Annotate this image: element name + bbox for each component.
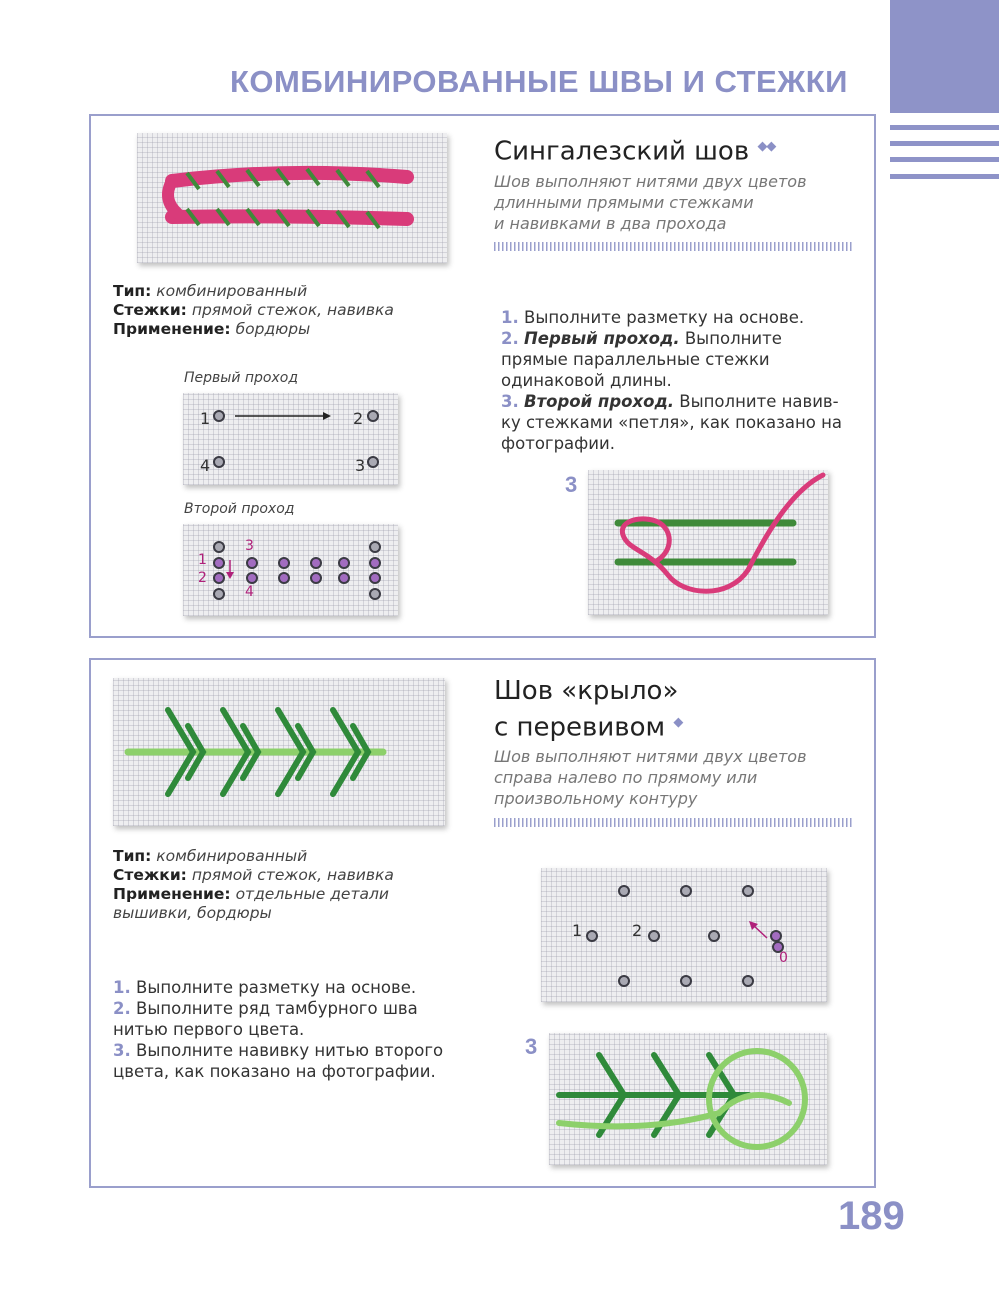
difficulty-icon: ◆◆ — [757, 139, 776, 154]
point-dot — [310, 557, 322, 569]
diagram-second-pass — [183, 524, 398, 616]
point-label: 0 — [779, 950, 788, 966]
point-label: 1 — [572, 921, 583, 940]
page-number: 189 — [838, 1194, 905, 1238]
type-value: комбинированный — [156, 282, 308, 300]
point-dot — [213, 541, 225, 553]
stitches-label: Стежки: — [113, 301, 187, 319]
section1-title-text: Сингалезский шов — [494, 136, 750, 167]
point-dot — [246, 572, 258, 584]
embroidery-sample — [549, 1033, 827, 1165]
stitches-value: прямой стежок, навивка — [191, 866, 394, 884]
point-dot — [213, 572, 225, 584]
section1-meta — [113, 282, 453, 339]
point-label: 4 — [200, 456, 211, 475]
arrow-up-left-icon — [747, 920, 771, 942]
step-item — [113, 977, 458, 998]
photo-wing-step3 — [549, 1033, 827, 1165]
usage-value: отдельные детали — [235, 885, 389, 903]
accent-stripe — [890, 174, 999, 179]
lead-line: Шов выполняют нитями двух цветов — [494, 747, 807, 766]
photo-wing-finished — [113, 678, 445, 826]
point-dot — [310, 572, 322, 584]
step-item — [501, 307, 851, 328]
step-text: Выполните прямые параллельные стежки одинаковой длины. — [501, 329, 782, 390]
point-dot — [369, 557, 381, 569]
section2-steps — [113, 977, 458, 1082]
lead-line: Шов выполняют нитями двух цветов — [494, 172, 807, 191]
lead-line: длинными прямыми стежками — [494, 193, 754, 212]
embroidery-sample — [588, 470, 828, 615]
point-dot — [369, 572, 381, 584]
point-dot — [618, 975, 630, 987]
point-dot — [338, 557, 350, 569]
point-dot — [367, 456, 379, 468]
embroidery-sample — [137, 133, 447, 263]
step-text: Выполните навивку нитью второго цвета, как показано на фотографии. — [113, 1041, 444, 1081]
arrow-right-icon — [233, 409, 333, 423]
difficulty-icon: ◆ — [673, 715, 683, 730]
step-number: 2. — [501, 329, 519, 348]
usage-value: вышивки, бордюры — [113, 904, 272, 922]
step-bold: Второй проход. — [524, 392, 675, 411]
photo-sinhalese-step3 — [588, 470, 828, 615]
point-dot — [680, 975, 692, 987]
step-bold: Первый проход. — [524, 329, 680, 348]
step-number: 1. — [113, 978, 131, 997]
point-dot — [742, 975, 754, 987]
point-dot — [742, 885, 754, 897]
section2-meta — [113, 847, 453, 923]
step-text: Выполните разметку на основе. — [130, 978, 417, 997]
step-text: Выполните ряд тамбурного шва нитью первого цвета. — [113, 999, 418, 1039]
step-number: 3. — [501, 392, 519, 411]
step-text: Выполните навив-ку стежками «петля», как показано на фотографии. — [501, 392, 843, 453]
page-title: КОМБИНИРОВАННЫЕ ШВЫ И СТЕЖКИ — [230, 64, 848, 99]
point-dot — [278, 557, 290, 569]
point-dot — [586, 930, 598, 942]
section1-lead — [494, 171, 864, 234]
diagram-first-pass — [183, 393, 398, 485]
point-dot — [246, 557, 258, 569]
point-label: 2 — [632, 921, 643, 940]
corner-accent-block — [890, 0, 999, 113]
lead-line: произвольному контуру — [494, 789, 698, 808]
lead-line: справа налево по прямому или — [494, 768, 758, 787]
hatch-divider — [494, 242, 852, 251]
type-label: Тип: — [113, 847, 152, 865]
step-item — [113, 1040, 458, 1082]
point-label: 1 — [198, 552, 207, 568]
type-label: Тип: — [113, 282, 152, 300]
point-dot — [213, 588, 225, 600]
point-dot — [708, 930, 720, 942]
photo-step-number: 3 — [565, 472, 578, 497]
photo-sinhalese-finished — [137, 133, 447, 263]
section2-title-line: Шов «крыло» — [494, 676, 679, 706]
point-dot — [680, 885, 692, 897]
section2-lead — [494, 746, 864, 809]
point-dot — [213, 557, 225, 569]
point-dot — [338, 572, 350, 584]
point-dot — [648, 930, 660, 942]
point-label: 1 — [200, 409, 211, 428]
point-label: 2 — [353, 409, 364, 428]
step-item — [501, 328, 851, 391]
point-label: 3 — [245, 538, 254, 554]
accent-stripe — [890, 157, 999, 162]
step-number: 2. — [113, 999, 131, 1018]
photo-step-number: 3 — [525, 1034, 538, 1059]
step-text: Выполните разметку на основе. — [518, 308, 805, 327]
arrow-down-icon — [225, 558, 237, 580]
step-item — [501, 391, 851, 454]
lead-line: и навивками в два прохода — [494, 214, 727, 233]
point-dot — [278, 572, 290, 584]
stitches-value: прямой стежок, навивка — [191, 301, 394, 319]
stitches-label: Стежки: — [113, 866, 187, 884]
point-dot — [367, 410, 379, 422]
usage-label: Применение: — [113, 885, 231, 903]
point-label: 3 — [355, 456, 366, 475]
point-label: 4 — [245, 584, 254, 600]
step-number: 3. — [113, 1041, 131, 1060]
step-item — [113, 998, 458, 1040]
embroidery-sample — [113, 678, 445, 826]
section1-title — [494, 131, 775, 168]
accent-stripe — [890, 141, 999, 146]
usage-label: Применение: — [113, 320, 231, 338]
usage-value: бордюры — [235, 320, 311, 338]
step-number: 1. — [501, 308, 519, 327]
diagram2-caption: Второй проход — [184, 501, 295, 517]
point-dot — [213, 456, 225, 468]
hatch-divider — [494, 818, 852, 827]
point-dot — [213, 410, 225, 422]
section2-title — [494, 676, 682, 744]
point-dot — [369, 541, 381, 553]
diagram-wing-marking — [541, 868, 827, 1002]
point-label: 2 — [198, 570, 207, 586]
section1-steps — [501, 307, 851, 454]
point-dot — [618, 885, 630, 897]
point-dot — [369, 588, 381, 600]
type-value: комбинированный — [156, 847, 308, 865]
section2-title-line: с перевивом — [494, 712, 666, 743]
accent-stripe — [890, 125, 999, 130]
diagram1-caption: Первый проход — [184, 370, 299, 386]
